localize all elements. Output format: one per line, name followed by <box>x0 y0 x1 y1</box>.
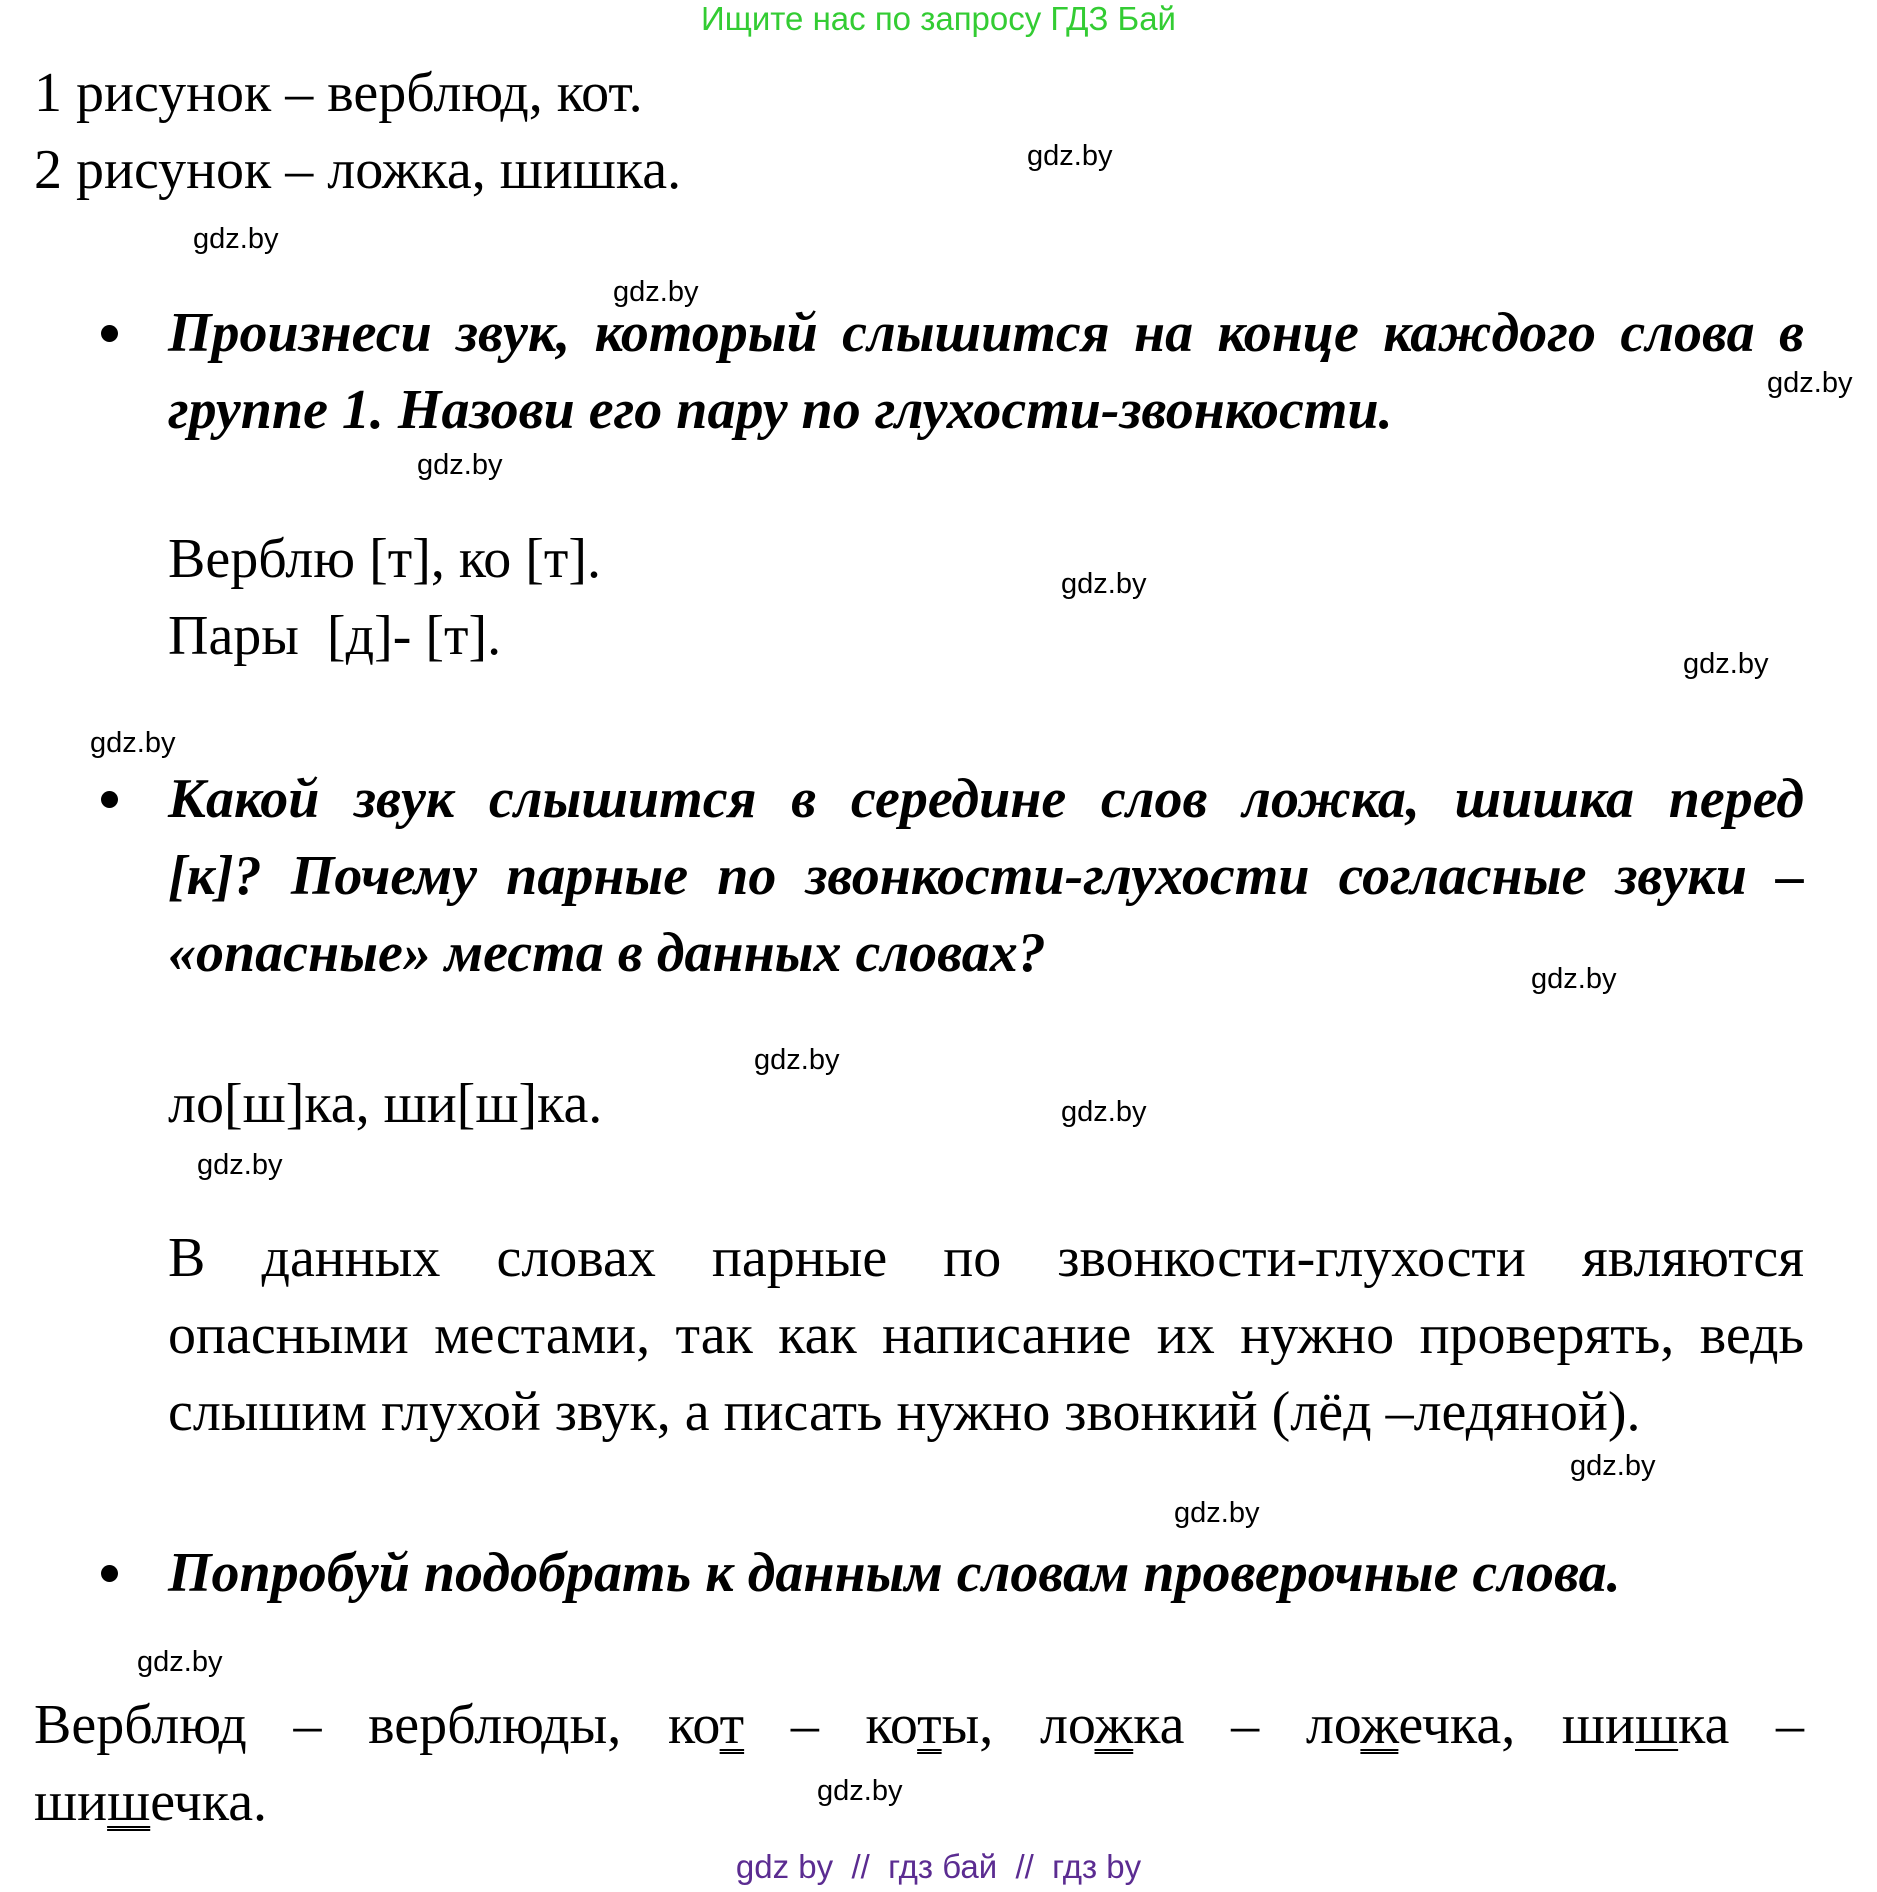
watermark: gdz.by <box>193 223 279 255</box>
explanation-line-2: опасными местами, так как написание их нужно проверять, ведь <box>168 1304 1804 1366</box>
question-3: Попробуй подобрать к данным словам проверочные слова. <box>168 1542 1621 1604</box>
dash: – <box>1231 1694 1260 1756</box>
word-koty: коты, <box>865 1694 994 1756</box>
watermark: gdz.by <box>417 449 503 481</box>
watermark: gdz.by <box>754 1044 840 1076</box>
word-verblyud: Верблюд <box>34 1694 247 1756</box>
answer-1-line-2: Пары [д]- [т]. <box>168 605 502 667</box>
watermark: gdz.by <box>1174 1497 1260 1529</box>
word-kot: кот <box>668 1694 745 1756</box>
watermark: gdz.by <box>1570 1450 1656 1482</box>
question-1-line-2: группе 1. Назови его пару по глухости-звонкости. <box>168 379 1393 441</box>
watermark: gdz.by <box>197 1149 283 1181</box>
dash: – <box>293 1694 322 1756</box>
footer-links: gdz by // гдз бай // гдз by <box>735 1848 1142 1885</box>
watermark: gdz.by <box>1061 568 1147 600</box>
question-2-line-1: Какой звук слышится в середине слов ложка, шишка перед <box>168 768 1804 830</box>
watermark: gdz.by <box>817 1775 903 1807</box>
dash: – <box>1776 1694 1805 1756</box>
answer-3-line-1 <box>34 1687 1804 1764</box>
watermark: gdz.by <box>1531 963 1617 995</box>
watermark: gdz.by <box>1061 1096 1147 1128</box>
word-lozhechka: ложечка, <box>1305 1694 1516 1756</box>
watermark: gdz.by <box>1767 367 1853 399</box>
answer-line-1: 1 рисунок – верблюд, кот. <box>34 62 643 124</box>
answer-3-line-2 <box>34 1764 267 1841</box>
bullet-point <box>101 1565 118 1582</box>
bullet-point <box>101 325 118 342</box>
word-shishechka: шишечка. <box>34 1771 268 1833</box>
top-banner: Ищите нас по запросу ГДЗ Бай <box>701 0 1176 37</box>
question-2-line-2: [к]? Почему парные по звонкости-глухости согласные звуки – <box>168 845 1804 907</box>
watermark: gdz.by <box>1683 648 1769 680</box>
watermark: gdz.by <box>613 276 699 308</box>
watermark: gdz.by <box>90 727 176 759</box>
question-1 <box>168 295 1804 372</box>
answer-line-2: 2 рисунок – ложка, шишка. <box>34 139 682 201</box>
word-verblyudy: верблюды, <box>368 1694 622 1756</box>
question-2-line-3: «опасные» места в данных словах? <box>168 922 1046 984</box>
question-1-line: Произнеси звук, который слышится на конце каждого слова в <box>168 302 1804 364</box>
dash: – <box>790 1694 819 1756</box>
answer-1-line-1: Верблю [т], ко [т]. <box>168 528 601 590</box>
watermark: gdz.by <box>137 1646 223 1678</box>
explanation-line-3: слышим глухой звук, а писать нужно звонкий (лёд –ледяной). <box>168 1381 1641 1443</box>
watermark: gdz.by <box>1027 140 1113 172</box>
word-lozhka: ложка <box>1039 1694 1185 1756</box>
transcription: ло[ш]ка, ши[ш]ка. <box>168 1073 603 1135</box>
explanation-line-1: В данных словах парные по звонкости-глухости являются <box>168 1227 1804 1289</box>
word-shishka: шишка <box>1561 1694 1730 1756</box>
bullet-point <box>101 791 118 808</box>
